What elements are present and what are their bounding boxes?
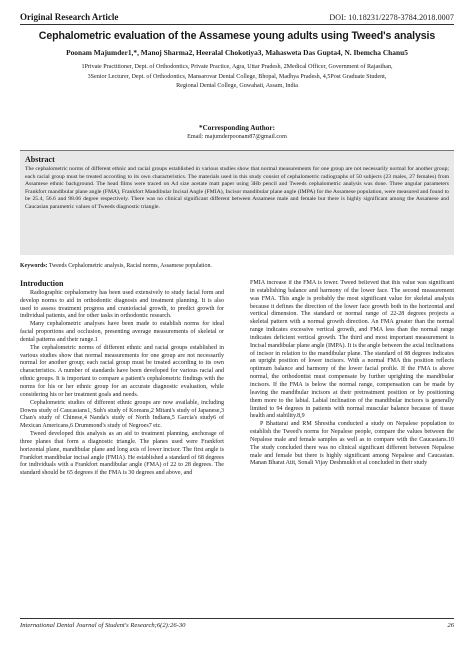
body-paragraph: Tweed developed this analysis as an aid to treatment planning, anchorage of three planes that form a diagnostic triangle. The planes used were Frankfort horizontal plane, mandibular plane and long axis of lower incisor. The first angle is Frankfort mandibular incisal angle (FMIA). He established a standard of 68 degrees for individuals with a Frankfort mandibular angle (FMA) of 22 to 28 degrees. The standard should be 65 degrees if the FMA is 30 degrees and above, and bbox=[20, 431, 224, 477]
body-paragraph: Cephalometric studies of different ethnic groups are now available, including Downs study of Caucasians1, Suh's study of Koreans,2 Mitani's study of Japanese,3 Chan's study of Chinese,4 Nanda's study of North Indians,5 Garcia's study6 of Mexican Americans,6 Drummond's study of Negroes7 etc. bbox=[20, 399, 224, 430]
body-paragraph: FMIA increase if the FMA is lower. Tweed believed that this value was significant in establishing balance and harmony of the lower face. The second measurement was FMA. This angle is probably the most significant value for skeletal analysis because it defines the direction of the lower face growth both in the horizontal and vertical dimension. The standard or normal range of 22-28 degrees projects a skeletal pattern with a normal growth direction. An FMA greater than the normal range indicates excessive vertical growth, and FMA less than the normal range indicates deficient vertical growth. The third and most important measurement is Incisal mandibular plane angle (IMPA). It is the angle between the axial inclinations of incisor in relation to the mandibular plane. The standard of 88 degrees indicates an upright position of lower incisors. With a normal FMA this position reflects optimum balance and harmony of the lower facial profile. If the FMA is above normal, the orthodontist must compensate by further uprighting the mandibular incisors. If the FMA is below the normal range, compensation can be made by leaving the mandibular incisors at their pretreatment position or by positioning them more to the labial. Labial inclination of the mandibular incisors is generally limited to 94 degrees in patients with normal muscular balance because of tissue health and stability.8,9 bbox=[250, 280, 454, 420]
footer-rule bbox=[20, 618, 454, 619]
footer-journal-citation: International Dental Journal of Student's Research;6(2):26-30 bbox=[20, 622, 186, 629]
keywords-label: Keywords: bbox=[20, 263, 48, 269]
left-text-column bbox=[20, 280, 224, 615]
body-paragraph: Many cephalometric analyses have been made to establish norms for ideal facial proportions and occlusion, presenting average measurements of skeletal or dental patterns and their range.1 bbox=[20, 321, 224, 343]
author-list: Poonam Majumder1,*, Manoj Sharma2, Heeralal Chokotiya3, Mahasweta Das Gupta4, N. Ibemcha Chanu5 bbox=[66, 48, 408, 57]
affiliation-line: 3Senior Lecturer, Dept. of Orthodontics, Mansarovar Dental College, Bhopal, Madhya Pradesh, 4,5Post Graduate Student, bbox=[87, 73, 387, 80]
affiliation-line: Regional Dental College, Guwahati, Assam, India bbox=[176, 83, 298, 89]
body-paragraph: The cephalometric norms of different ethnic and racial groups established in various studies show that normal measurements for one group are not necessarily normal for another group; each racial group must be treated according to its own characteristics. A number of standards have been developed for various racial and ethnic groups. It is important to compare a patient's cephalometric findings with the norms for his or her ethnic group for an accurate diagnostic evaluation, while considering his or her treatment goals and needs. bbox=[20, 344, 224, 398]
right-text-column bbox=[250, 280, 454, 615]
keywords-text: Tweeds Cephalometric analysis, Racial norms, Assamese population. bbox=[47, 263, 212, 269]
introduction-heading: Introduction bbox=[20, 280, 64, 288]
body-paragraph: P Bhattarai and RM Shrestha conducted a study on Nepalese population to establish the Tweed's norms for Nepalese people, compare the values between the Nepalese male and female samples as well as to compare with the Caucasians.10 The study concluded there was no clinical significant different between Nepalese male and female but there is highly significant among Nepalese and Caucasian. Manan Bharat Atit, Sonali Vijay Deshmukh et al concluded in their study bbox=[250, 421, 454, 467]
abstract-heading: Abstract bbox=[25, 155, 55, 164]
corresponding-email[interactable]: Email: majumderpoonam87@gmail.com bbox=[187, 134, 287, 140]
article-type-label: Original Research Article bbox=[20, 12, 119, 22]
page-number: 26 bbox=[447, 622, 454, 629]
affiliation-line: 1Private Practitioner, Dept. of Orthodontics, Private Practice, Agra, Uttar Pradesh, 2Medical Officer, Government of Rajasthan, bbox=[81, 64, 393, 70]
doi-text: DOI: 10.18231/2278-3784.2018.0007 bbox=[329, 13, 454, 22]
page-header bbox=[20, 8, 454, 22]
abstract-box bbox=[20, 150, 454, 255]
keywords-line bbox=[20, 263, 454, 269]
abstract-text: The cephalometric norms of different ethnic and racial groups established in various studies show that normal measurements for one group are not necessarily normal for another group; each racial group must be treated according to its own characteristics. The materials used in this study consist of cephalometric radiographs of 50 subjects (23 males, 27 females) from Assamese ethnic background. The head films were traced on A4 size acetate matt paper using 3Hb pencil and Tweeds cephalometric analysis was done. Three angular parameters Frankfort mandibular plane angle (FMA), Frankfort Mandibular Incisal Angle (FMIA), Incisor mandibular plane angle (IMPA) for the Assamese population, were measured and found to be 25.4, 56.6 and 98.06 degree respectively. There was no clinical significant different between Assamese male and female but there is highly significant among the Assamese and Caucasian parametric values of Tweeds diagnostic triangle. bbox=[25, 166, 449, 210]
paper-title: Cephalometric evaluation of the Assamese young adults using Tweed's analysis bbox=[38, 30, 436, 42]
body-paragraph: Radiographic cephalometry has been used extensively to study facial form and develop norms to aid in orthodontic diagnosis and treatment planning. It is also used to assess treatment progress and craniofacial growth, to predict growth for individual patients, and for other tasks in orthodontic research. bbox=[20, 289, 224, 320]
affiliations bbox=[34, 63, 440, 92]
corresponding-author-heading: *Corresponding Author: bbox=[199, 124, 275, 132]
header-rule bbox=[20, 24, 454, 25]
page-footer bbox=[20, 622, 454, 629]
